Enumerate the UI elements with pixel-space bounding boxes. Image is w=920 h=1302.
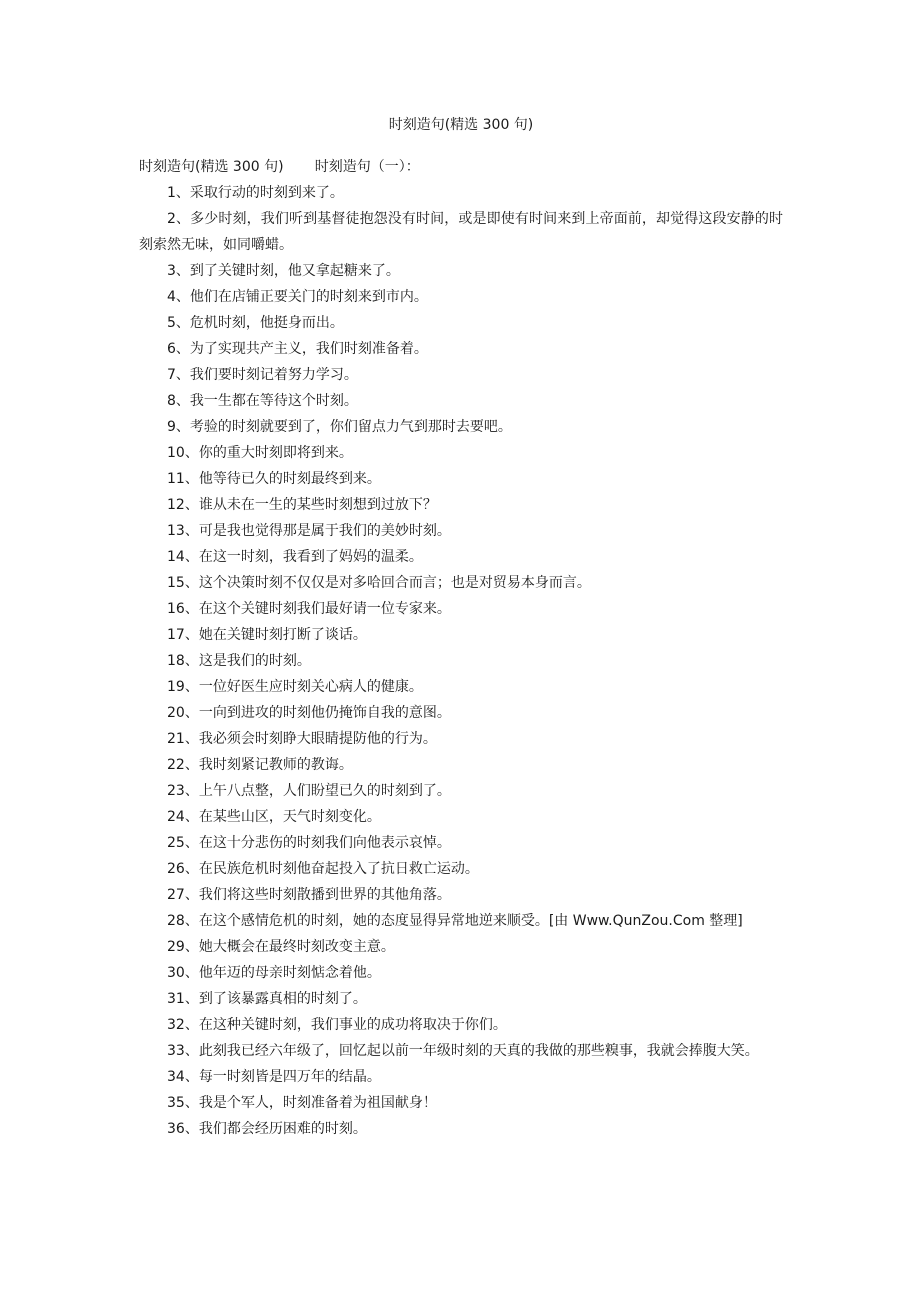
list-item: 29、她大概会在最终时刻改变主意。 (167, 939, 395, 955)
list-item: 13、可是我也觉得那是属于我们的美妙时刻。 (167, 523, 451, 539)
list-item: 19、一位好医生应时刻关心病人的健康。 (167, 679, 423, 695)
list-item: 36、我们都会经历困难的时刻。 (167, 1121, 367, 1137)
list-item: 24、在某些山区，天气时刻变化。 (167, 809, 381, 825)
intro-line (139, 154, 783, 180)
list-item: 5、危机时刻，他挺身而出。 (167, 315, 344, 331)
list-item: 4、他们在店铺正要关门的时刻来到市内。 (167, 289, 428, 305)
list-item: 8、我一生都在等待这个时刻。 (167, 393, 358, 409)
list-item: 9、考验的时刻就要到了，你们留点力气到那时去要吧。 (167, 419, 512, 435)
list-item: 26、在民族危机时刻他奋起投入了抗日救亡运动。 (167, 861, 479, 877)
list-item: 1、采取行动的时刻到来了。 (167, 185, 344, 201)
list-item: 30、他年迈的母亲时刻惦念着他。 (167, 965, 381, 981)
sentence-list (139, 180, 783, 1142)
list-item: 7、我们要时刻记着努力学习。 (167, 367, 358, 383)
list-item: 11、他等待已久的时刻最终到来。 (167, 471, 381, 487)
list-item: 6、为了实现共产主义，我们时刻准备着。 (167, 341, 428, 357)
list-item: 25、在这十分悲伤的时刻我们向他表示哀悼。 (167, 835, 451, 851)
list-item: 2、多少时刻，我们听到基督徒抱怨没有时间，或是即使有时间来到上帝面前，却觉得这段安静的时刻索然无味，如同嚼蜡。 (139, 211, 783, 253)
list-item: 17、她在关键时刻打断了谈话。 (167, 627, 367, 643)
list-item: 31、到了该暴露真相的时刻了。 (167, 991, 367, 1007)
list-item: 21、我必须会时刻睁大眼睛提防他的行为。 (167, 731, 437, 747)
list-item: 16、在这个关键时刻我们最好请一位专家来。 (167, 601, 451, 617)
list-item: 20、一向到进攻的时刻他仍掩饰自我的意图。 (167, 705, 451, 721)
list-item: 34、每一时刻皆是四万年的结晶。 (167, 1069, 381, 1085)
list-item: 10、你的重大时刻即将到来。 (167, 445, 353, 461)
list-item: 3、到了关键时刻，他又拿起糖来了。 (167, 263, 400, 279)
intro-left: 时刻造句(精选 300 句) (139, 159, 284, 175)
list-item: 35、我是个军人，时刻准备着为祖国献身！ (167, 1095, 437, 1111)
list-item: 27、我们将这些时刻散播到世界的其他角落。 (167, 887, 451, 903)
document-title: 时刻造句(精选 300 句) (388, 117, 534, 133)
list-item: 15、这个决策时刻不仅仅是对多哈回合而言；也是对贸易本身而言。 (167, 575, 591, 591)
list-item: 12、谁从未在一生的某些时刻想到过放下？ (167, 497, 437, 513)
intro-right: 时刻造句（一）： (314, 159, 420, 175)
list-item: 14、在这一时刻，我看到了妈妈的温柔。 (167, 549, 423, 565)
list-item: 32、在这种关键时刻，我们事业的成功将取决于你们。 (167, 1017, 507, 1033)
document-page (139, 112, 783, 1142)
list-item: 18、这是我们的时刻。 (167, 653, 311, 669)
list-item: 33、此刻我已经六年级了，回忆起以前一年级时刻的天真的我做的那些糗事，我就会捧腹大笑。 (167, 1043, 759, 1059)
list-item: 23、上午八点整，人们盼望已久的时刻到了。 (167, 783, 451, 799)
list-item: 22、我时刻紧记教师的教诲。 (167, 757, 353, 773)
list-item: 28、在这个感情危机的时刻，她的态度显得异常地逆来顺受。[由 Www.QunZou.Com 整理] (167, 913, 743, 929)
